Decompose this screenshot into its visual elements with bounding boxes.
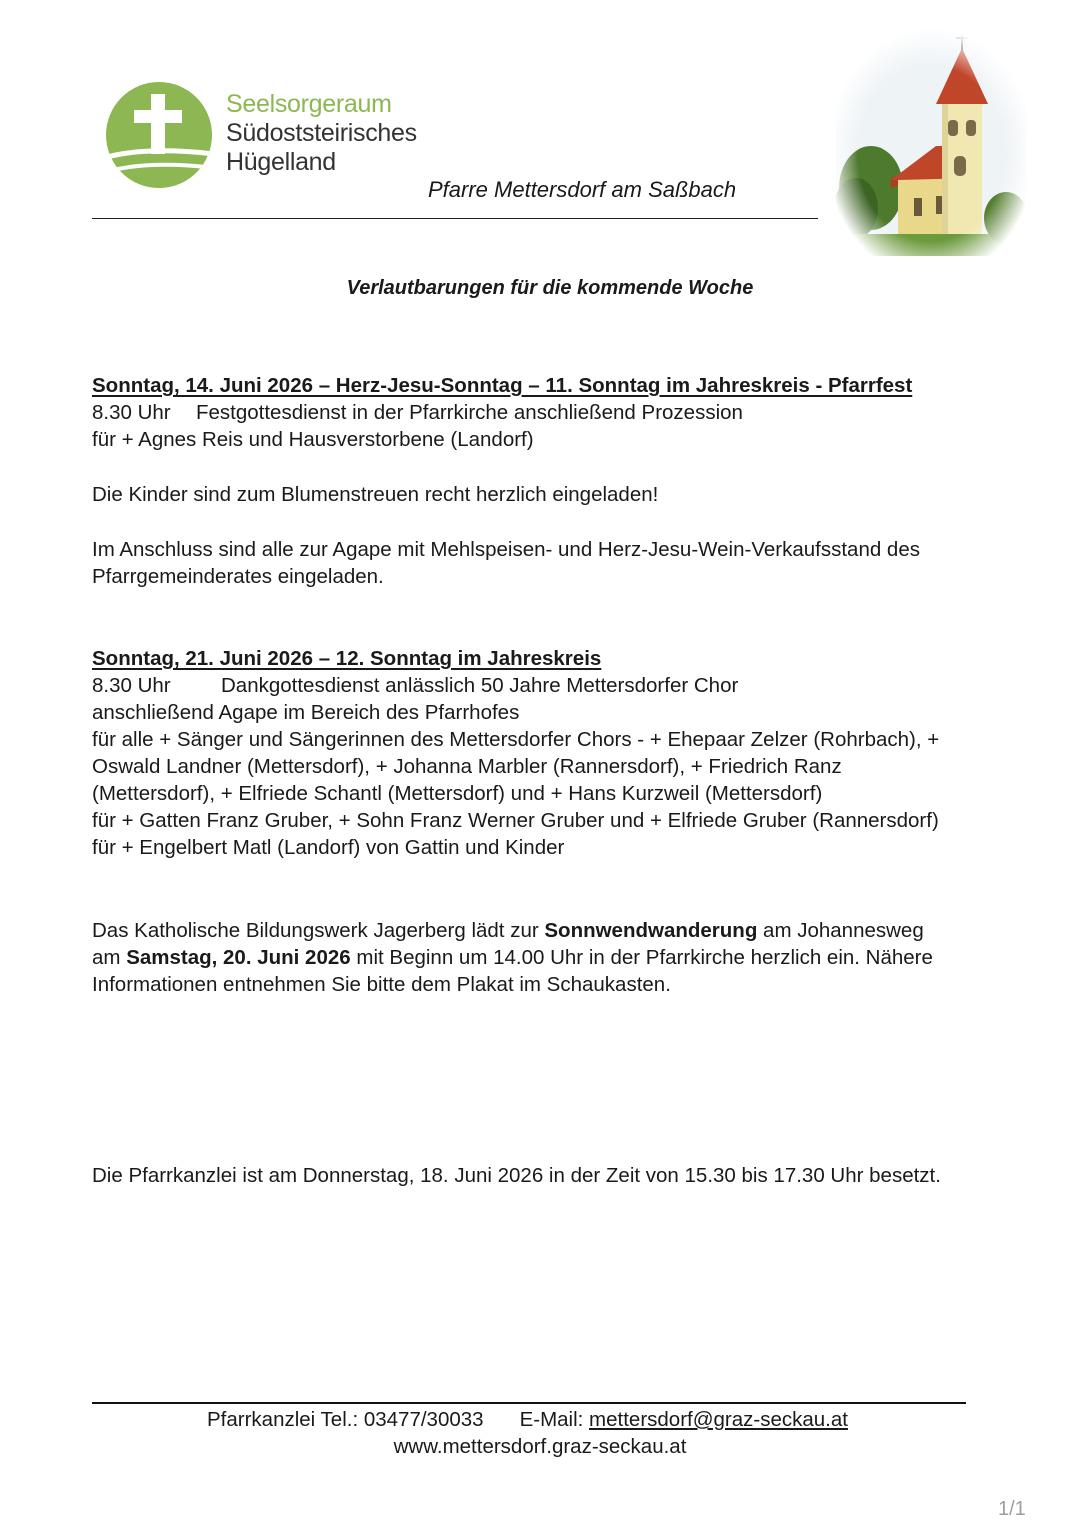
page-title: Verlautbarungen für die kommende Woche (346, 277, 754, 299)
brand-line2: Südoststeirisches (226, 119, 417, 147)
website-link[interactable]: www.mettersdorf.graz-seckau.at (393, 1435, 687, 1458)
church-icon (836, 28, 1026, 256)
section2-line: für + Gatten Franz Gruber, + Sohn Franz Werner Gruber und + Elfriede Gruber (Rannersdorf) (92, 809, 939, 832)
section1-intention: für + Agnes Reis und Hausverstorbene (Landorf) (92, 428, 534, 451)
header-divider (92, 218, 818, 219)
brand-line3: Hügelland (226, 148, 336, 176)
section2-line: für alle + Sänger und Sängerinnen des Mettersdorfer Chors - + Ehepaar Zelzer (Rohrbach), + (92, 728, 940, 751)
section2-time: 8.30 Uhr (92, 674, 171, 697)
office-hours: Die Pfarrkanzlei ist am Donnerstag, 18. Juni 2026 in der Zeit von 15.30 bis 17.30 Uhr besetzt. (92, 1164, 941, 1187)
brand-line1: Seelsorgeraum (226, 90, 392, 118)
section3-line2: am Samstag, 20. Juni 2026 mit Beginn um 14.00 Uhr in der Pfarrkirche herzlich ein. Nähere (92, 946, 933, 969)
section1-note2-line2: Pfarrgemeinderates eingeladen. (92, 565, 384, 588)
section2-line: (Mettersdorf), + Elfriede Schantl (Mettersdorf) und + Hans Kurzweil (Mettersdorf) (92, 782, 823, 805)
section3-line1: Das Katholische Bildungswerk Jagerberg lädt zur Sonnwendwanderung am Johannesweg (92, 919, 924, 942)
section1-service: Festgottesdienst in der Pfarrkirche anschließend Prozession (196, 401, 743, 424)
cross-hill-logo-icon (104, 80, 214, 190)
section2-line: anschließend Agape im Bereich des Pfarrhofes (92, 701, 520, 724)
email-link[interactable]: mettersdorf@graz-seckau.at (589, 1408, 848, 1431)
event-name: Sonnwendwanderung (544, 919, 758, 942)
section2-service: Dankgottesdienst anlässlich 50 Jahre Mettersdorfer Chor (221, 674, 739, 697)
section2-line: Oswald Landner (Mettersdorf), + Johanna Marbler (Rannersdorf), + Friedrich Ranz (92, 755, 842, 778)
section1-note1: Die Kinder sind zum Blumenstreuen recht herzlich eingeladen! (92, 483, 659, 506)
section1-time: 8.30 Uhr (92, 401, 171, 424)
section1-heading: Sonntag, 14. Juni 2026 – Herz-Jesu-Sonntag – 11. Sonntag im Jahreskreis - Pfarrfest (92, 374, 913, 397)
footer-phone: Pfarrkanzlei Tel.: 03477/30033 (207, 1408, 484, 1431)
section2-line: für + Engelbert Matl (Landorf) von Gattin und Kinder (92, 836, 565, 859)
footer-divider (92, 1402, 966, 1404)
section1-note2-line1: Im Anschluss sind alle zur Agape mit Mehlspeisen- und Herz-Jesu-Wein-Verkaufsstand des (92, 538, 920, 561)
brand-name (226, 90, 417, 177)
footer-contact: Pfarrkanzlei Tel.: 03477/30033 E-Mail: mettersdorf@graz-seckau.at (207, 1408, 848, 1431)
parish-name: Pfarre Mettersdorf am Saßbach (428, 177, 737, 202)
section3-line3: Informationen entnehmen Sie bitte dem Plakat im Schaukasten. (92, 973, 671, 996)
event-date: Samstag, 20. Juni 2026 (126, 946, 351, 969)
section2-heading: Sonntag, 21. Juni 2026 – 12. Sonntag im Jahreskreis (92, 647, 602, 670)
page-number: 1/1 (998, 1498, 1026, 1520)
